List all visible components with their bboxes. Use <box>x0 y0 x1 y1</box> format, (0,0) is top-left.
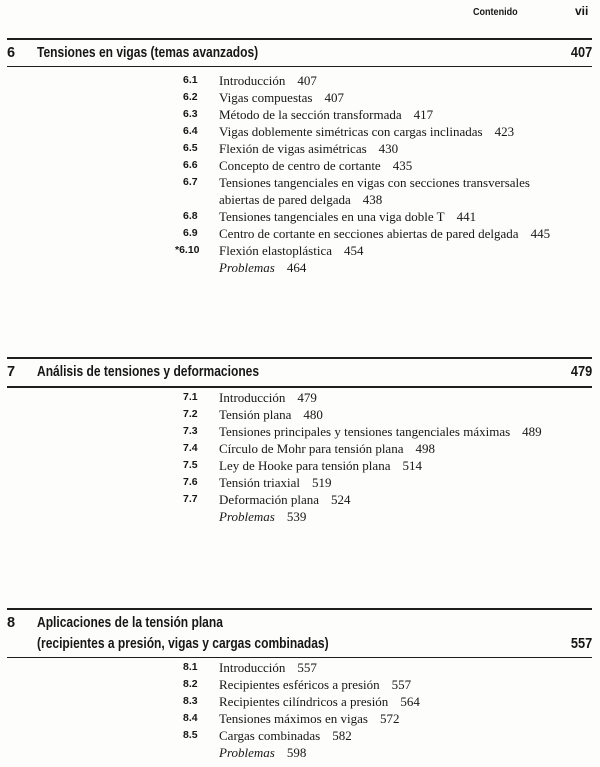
section-number: 6.8 <box>183 209 198 222</box>
section-title-text: Introducción <box>219 72 286 88</box>
section-title-text: Recipientes esféricos a presión <box>219 676 380 692</box>
toc-section-entry <box>0 174 600 191</box>
running-header-page-number: vii <box>575 4 589 18</box>
section-page-number: 479 <box>297 389 317 405</box>
toc-problems-entry <box>0 744 600 761</box>
section-title-text: Tensiones máximos en vigas <box>219 710 368 726</box>
section-number: 7.5 <box>183 458 198 471</box>
toc-section-entry <box>0 123 600 140</box>
toc-section-entry <box>0 710 600 727</box>
section-number: 7.2 <box>183 407 198 420</box>
section-title <box>219 440 435 457</box>
section-title-text: Cargas combinadas <box>219 727 321 743</box>
section-number: 7.7 <box>183 492 198 505</box>
chapter-bottom-rule <box>7 66 592 68</box>
problems-page-number: 539 <box>286 508 307 524</box>
chapter-number: 8 <box>7 614 16 631</box>
section-title <box>219 474 332 491</box>
section-page-number: 564 <box>400 693 420 709</box>
section-title <box>219 659 317 676</box>
section-number: 7.3 <box>183 424 198 437</box>
section-title <box>219 89 344 106</box>
section-title-text: Tensiones principales y tensiones tangenciales máximas <box>219 423 511 439</box>
section-title-text: Vigas compuestas <box>219 89 313 105</box>
toc-section-entry <box>0 406 600 423</box>
chapter-7-heading <box>7 357 592 388</box>
section-title-text: Flexión elastoplástica <box>219 242 333 258</box>
problems-label: Problemas <box>219 259 275 275</box>
section-title <box>219 242 364 259</box>
section-title-text: abiertas de pared delgada <box>219 191 351 207</box>
chapter-title-line: Tensiones en vigas (temas avanzados) <box>37 44 259 61</box>
section-page-number: 514 <box>402 457 422 473</box>
toc-section-entry <box>0 693 600 710</box>
section-number: 6.4 <box>183 124 198 137</box>
problems-page-number: 464 <box>286 259 307 275</box>
problems-page-number: 598 <box>286 744 307 760</box>
problems-title <box>219 744 306 761</box>
chapter-8-heading <box>7 608 592 658</box>
problems-label: Problemas <box>219 508 275 524</box>
toc-section-entry <box>0 440 600 457</box>
chapter-title-line: (recipientes a presión, vigas y cargas combinadas) <box>37 635 329 652</box>
section-title <box>219 389 317 406</box>
section-page-number: 454 <box>344 242 364 258</box>
section-number: 8.5 <box>183 728 198 741</box>
section-title <box>219 225 550 242</box>
section-page-number: 441 <box>456 208 477 224</box>
chapter-title-line: Análisis de tensiones y deformaciones <box>37 364 260 381</box>
section-title <box>219 191 382 208</box>
chapter-heading-row <box>7 359 592 387</box>
section-page-number: 435 <box>392 157 413 173</box>
section-title-text: Método de la sección transformada <box>219 106 402 122</box>
chapter-bottom-rule <box>7 386 592 388</box>
problems-title <box>219 508 306 525</box>
chapter-number: 7 <box>7 364 16 381</box>
section-title-text: Introducción <box>219 389 286 405</box>
section-page-number: 417 <box>413 106 434 122</box>
toc-section-entry <box>0 389 600 406</box>
toc-section-entry <box>0 157 600 174</box>
section-title <box>219 208 476 225</box>
section-title-text: Tensión triaxial <box>219 474 301 490</box>
section-page-number: 407 <box>324 89 344 105</box>
section-title <box>219 72 317 89</box>
chapter-page-number: 479 <box>570 364 592 381</box>
section-title-text: Ley de Hooke para tensión plana <box>219 457 391 473</box>
toc-section-entry <box>0 491 600 508</box>
section-page-number: 557 <box>391 676 412 692</box>
toc-section-entry <box>0 676 600 693</box>
section-title <box>219 106 433 123</box>
section-title-text: Vigas doblemente simétricas con cargas inclinadas <box>219 123 483 139</box>
section-page-number: 524 <box>330 491 351 507</box>
chapter-title-line: Aplicaciones de la tensión plana <box>37 614 223 631</box>
section-title <box>219 491 350 508</box>
section-number: 8.2 <box>183 677 198 690</box>
problems-title <box>219 259 306 276</box>
section-title <box>219 457 422 474</box>
section-title-text: Centro de cortante en secciones abiertas de pared delgada <box>219 225 519 241</box>
section-title <box>219 727 352 744</box>
chapter-6-section-list <box>0 72 600 276</box>
section-number: 6.6 <box>183 158 198 171</box>
toc-section-entry <box>0 727 600 744</box>
section-title <box>219 710 399 727</box>
section-title <box>219 423 542 440</box>
section-title-text: Círculo de Mohr para tensión plana <box>219 440 404 456</box>
toc-section-entry <box>0 89 600 106</box>
chapter-8-section-list <box>0 659 600 761</box>
chapter-6-heading <box>7 38 592 67</box>
toc-section-entry <box>0 72 600 89</box>
section-title <box>219 157 412 174</box>
toc-section-entry <box>0 242 600 259</box>
section-number: 8.4 <box>183 711 198 724</box>
section-number: 6.1 <box>183 73 198 86</box>
section-title <box>219 123 514 140</box>
section-title-text: Tensiones tangenciales en una viga doble T <box>219 208 445 224</box>
section-page-number: 480 <box>303 406 323 422</box>
problems-label: Problemas <box>219 744 275 760</box>
section-title-text: Deformación plana <box>219 491 319 507</box>
section-number: 6.3 <box>183 107 198 120</box>
section-number: 6.7 <box>183 175 198 188</box>
section-title-text: Flexión de vigas asimétricas <box>219 140 367 156</box>
toc-section-entry <box>0 208 600 225</box>
section-page-number: 423 <box>494 123 515 139</box>
chapter-title <box>37 45 568 61</box>
toc-section-entry <box>0 423 600 440</box>
section-page-number: 430 <box>378 140 399 156</box>
running-header-section-label: Contenido <box>473 6 518 18</box>
chapter-page-number: 407 <box>570 44 592 61</box>
toc-section-entry-continuation <box>0 191 600 208</box>
toc-section-entry <box>0 474 600 491</box>
section-page-number: 445 <box>530 225 551 241</box>
section-page-number: 498 <box>415 440 435 456</box>
section-page-number: 438 <box>362 191 383 207</box>
section-page-number: 519 <box>312 474 332 490</box>
section-title <box>219 693 420 710</box>
section-page-number: 572 <box>379 710 400 726</box>
section-number: 8.3 <box>183 694 198 707</box>
toc-section-entry <box>0 106 600 123</box>
toc-problems-entry <box>0 508 600 525</box>
section-number: 8.1 <box>183 660 198 673</box>
section-title <box>219 174 530 191</box>
chapter-7-section-list <box>0 389 600 525</box>
section-title <box>219 406 323 423</box>
toc-section-entry <box>0 659 600 676</box>
section-page-number: 582 <box>332 727 352 743</box>
section-number: 7.1 <box>183 390 198 403</box>
section-number: *6.10 <box>175 243 200 256</box>
section-page-number: 557 <box>297 659 317 675</box>
section-title <box>219 676 411 693</box>
chapter-heading-row <box>7 610 592 657</box>
section-title <box>219 140 398 157</box>
chapter-heading-row <box>7 40 592 66</box>
toc-section-entry <box>0 225 600 242</box>
section-title-text: Recipientes cilíndricos a presión <box>219 693 389 709</box>
section-title-text: Tensión plana <box>219 406 292 422</box>
section-number: 6.5 <box>183 141 198 154</box>
section-number: 6.2 <box>183 90 198 103</box>
chapter-number: 6 <box>7 44 16 61</box>
section-number: 7.4 <box>183 441 198 454</box>
section-number: 6.9 <box>183 226 198 239</box>
section-page-number: 489 <box>522 423 542 439</box>
chapter-title <box>37 610 568 657</box>
section-title-text: Tensiones tangenciales en vigas con secciones transversales <box>219 174 530 190</box>
chapter-title <box>37 364 568 380</box>
section-number: 7.6 <box>183 475 198 488</box>
section-title-text: Concepto de centro de cortante <box>219 157 381 173</box>
chapter-page-number: 557 <box>570 635 592 652</box>
section-page-number: 407 <box>297 72 317 88</box>
toc-section-entry <box>0 457 600 474</box>
section-title-text: Introducción <box>219 659 286 675</box>
toc-section-entry <box>0 140 600 157</box>
toc-problems-entry <box>0 259 600 276</box>
